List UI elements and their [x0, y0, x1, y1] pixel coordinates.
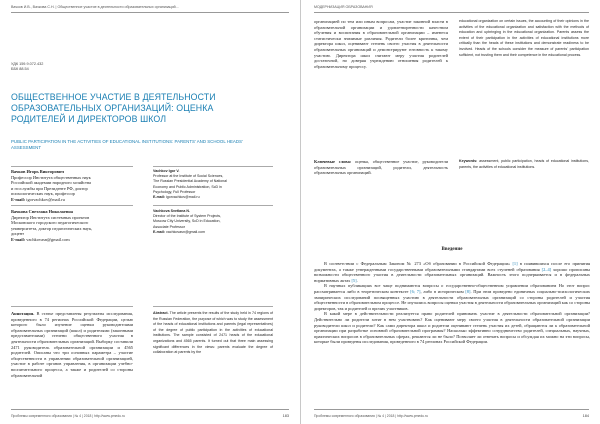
text: . При этом проведено единичных социально-психологических эмпирических исследований посвященных участию в деятельности образовательных организаций со стороны родителей и участия общественности в образовательном процессе. Не изучались вопросы оценки участия в деятельности образовательных организаций как со стороны директоров, так и родителей и прочих участников.: [314, 288, 590, 311]
email-label: E-mail:: [153, 195, 165, 200]
paragraph: В какой мере в действительности реализуется право родителей принимать участие в деятельности образовательной организации? Действительно ли родители хотят в нем участвовать? Как оценивают меру своего участия в деятельности образовательной организации руководители школ и родители? Как сами директора школ и родители оценивают степень участия их детей, обращаются ли к образовательной организации при разработке основной образовательной программы? Насколько эффективно сотрудничество родителей, специальных, научных, практических вопросов в образовательных сферах, решаются ли не было? Позволяет ли отвечать вопросы и обсуждая их можно на эти вопросы, которые были проведены исследования, проведенного в 74 регионах Российской Федерации.: [314, 311, 590, 345]
author-affiliation: Профессор Института общественных наук: [11, 174, 91, 180]
author-email: [11, 237, 133, 243]
classification-codes: [11, 62, 43, 72]
author-email: [11, 197, 133, 203]
divider: [11, 306, 133, 307]
abstract-text: В статье представлены результаты исследования, проведенного в 74 регионах Российской Федерации, целью которого было изучение оценки руководителями образовательных организаций (школ) и родителями (законными представителями) степени общественного участия в деятельности образовательных организаций. Выборку составили 2471 руководитель образовательной организации и 4565 родителей. Описаны что три основных параметра – участие общественности в управлении образовательной организацией, участие в работе органов управления, в организации учебно-воспитательного процесса, а также и родителей со стороны образовательной: [11, 311, 133, 378]
section-heading: Введение: [441, 247, 463, 252]
footer-rule: [314, 409, 589, 410]
divider: [153, 205, 273, 206]
paragraph: [314, 283, 590, 311]
divider: [153, 306, 273, 307]
running-head: Вачков И.В., Вачкова С.Н. | Общественное участие в деятельности образовательных организаций...: [11, 5, 179, 9]
abstract-label: Аннотация.: [11, 311, 35, 316]
author-affiliation: Associate Professor: [153, 224, 185, 229]
author-name: Vachkova Svetlana N.: [153, 209, 190, 213]
page-footer: Проблемы современного образования | № 4 | 2018 | http://www.pmedu.ru: [11, 414, 126, 418]
abstract-continuation-russian: организацией по тем или иным вопросам, участие законной власти в образовательной организации и удовлетворенности качеством обучения и воспитания в образовательной организации – имеются статистически значимые различия. Родители более критичны, чем директора школ, оценивают степень своего участия в деятельности образовательных организаций и демонстрируют готовность к такому участию. Директора школ считают меру участия родителей достаточной, но доверяя учреждению отношения родителей к образовательному процессу.: [314, 19, 448, 69]
author-affiliation: Директор Института системных проектов: [11, 214, 90, 220]
keywords-english: [459, 159, 589, 170]
author-name: Вачков Игорь Викторович: [11, 169, 64, 174]
author-affiliation: The Russian Presidential Academy of National: [153, 179, 227, 184]
article-title-english: PUBLIC PARTICIPATION IN THE ACTIVITIES OF EDUCATIONAL INSTITUTIONS: PARENTS’ AND SCHOOL HEADS’ ASSESSMENT: [11, 139, 243, 150]
text: , либо в историческом: [420, 288, 466, 294]
author-2-russian: [11, 209, 133, 243]
abstract-text: The article presents the results of the study held in 74 regions of the Russian Federation, the purpose of which was to study the assessment of the heads of educational institutions and parents (legal representatives) of the degree of public participation in the activities of educational institutions. The sample consisted of 2471 heads of the educational organizations and 4565 parents. It turned out that three main assessing significant differences in the views: parents evaluate the degree of collaboration at parents by the: [153, 311, 273, 355]
keywords-russian: [314, 159, 448, 176]
keywords-text: оценка, общественное участие, руководители образовательных организаций, родители, деятельность образовательных организаций.: [314, 159, 448, 176]
abstract-continuation-english: educational organization on certain issues, the accounting of their opinions in the activities of the educational organization and satisfaction with the methods of education and upbringing in the educational organization. Parents assess the extent of their participation in the activities of educational institutions more critically than the heads of these institutions and demonstrate readiness to be involved. Heads of the schools consider the measure of parents' participation sufficient, not trusting them and their competence in the educational process.: [459, 19, 589, 57]
email-address[interactable]: vachkovasn@gmail.com: [164, 229, 205, 234]
keywords-text: assessment, public participation, heads of educational institutions, parents, the activities of educational institutions.: [459, 159, 589, 169]
email-address[interactable]: igorvachkov@mail.ru: [25, 196, 65, 202]
abstract-label: Abstract.: [153, 311, 169, 315]
email-label: E-mail:: [11, 196, 26, 202]
text: .: [356, 277, 358, 283]
author-email: [153, 195, 273, 200]
author-affiliation: Director of the Institute of System Projects,: [153, 214, 222, 219]
reference-link[interactable]: [1]: [512, 261, 518, 266]
author-affiliation: Psychology, Full Professor: [153, 189, 196, 194]
running-head: МОДЕРНИЗАЦИЯ ОБРАЗОВАНИЯ: [314, 5, 373, 9]
email-label: E-mail:: [153, 229, 165, 234]
divider: [11, 205, 133, 206]
author-1-russian: [11, 169, 133, 203]
text: в появившихся после его принятия документах, а также утвержденными государственными образовательными стандартами всех ступеней образования: [314, 261, 591, 272]
reference-link[interactable]: [6; 7]: [410, 288, 421, 294]
header-rule: [11, 12, 289, 13]
divider: [11, 166, 133, 167]
author-affiliation: доцент: [11, 231, 24, 237]
right-page: [300, 0, 600, 424]
author-name: Вачкова Светлана Николаевна: [11, 209, 73, 214]
author-email: [153, 230, 273, 235]
keywords-label: Ключевые слова:: [314, 159, 352, 164]
author-2-english: [153, 209, 273, 235]
page-number: 183: [282, 414, 289, 418]
page-footer: Проблемы современного образования | № 4 | 2018 | http://www.pmedu.ru: [314, 414, 429, 418]
email-address[interactable]: vachkovasn@gmail.com: [25, 236, 70, 242]
author-affiliation: Moscow City University, ScD in Education,: [153, 219, 221, 224]
footer-rule: [11, 409, 289, 410]
author-affiliation: и госслужбы при Президенте РФ, доктор: [11, 185, 88, 191]
reference-link[interactable]: [8]: [465, 288, 471, 294]
author-affiliation: Московского городского педагогического: [11, 220, 89, 226]
author-affiliation: Professor at the Institute of Social Sciences,: [153, 174, 224, 179]
author-affiliation: Российской академии народного хозяйства: [11, 180, 91, 186]
text: В научных публикациях все чаще поднимаются вопросы о государственно-общественном управлении образованием Но этот вопрос рассматривается либо в теоретическом контексте: [314, 283, 590, 294]
divider: [153, 166, 273, 167]
text: В соответствии с Федеральным Законом № 273 «Об образовании в Российской Федерации»: [324, 261, 513, 266]
udc-code: УДК 159.9.072.432: [11, 62, 44, 66]
author-affiliation: университета, доктор педагогических наук,: [11, 225, 93, 231]
paragraph: [314, 261, 590, 283]
reference-link[interactable]: [5]: [351, 277, 357, 283]
reference-link[interactable]: [2–4]: [541, 266, 552, 272]
author-name: Vachkov Igor V.: [153, 169, 180, 173]
bbk-code: ББК 88.54: [11, 67, 29, 71]
text: хорошо прописаны возможности общественного участия в деятельности образовательных организаций. Важность этого подчеркивается и в федеральных нормативных актах: [314, 266, 591, 283]
author-1-english: [153, 169, 273, 200]
abstract-english: [153, 311, 273, 356]
author-affiliation: психологических наук, профессор: [11, 191, 75, 197]
article-title: ОБЩЕСТВЕННОЕ УЧАСТИЕ В ДЕЯТЕЛЬНОСТИ ОБРАЗОВАТЕЛЬНЫХ ОРГАНИЗАЦИЙ: ОЦЕНКА РОДИТЕЛЕЙ И ДИРЕКТОРОВ ШКОЛ: [11, 92, 216, 125]
email-address[interactable]: igorvachkov@mail.ru: [164, 195, 200, 200]
author-affiliation: Economy and Public Administration, ScD in: [153, 184, 222, 189]
header-rule: [314, 12, 589, 13]
email-label: E-mail:: [11, 236, 26, 242]
page-number: 184: [582, 414, 589, 418]
keywords-label: Keywords:: [459, 159, 478, 163]
abstract-russian: [11, 311, 133, 378]
introduction-body: [314, 261, 590, 345]
